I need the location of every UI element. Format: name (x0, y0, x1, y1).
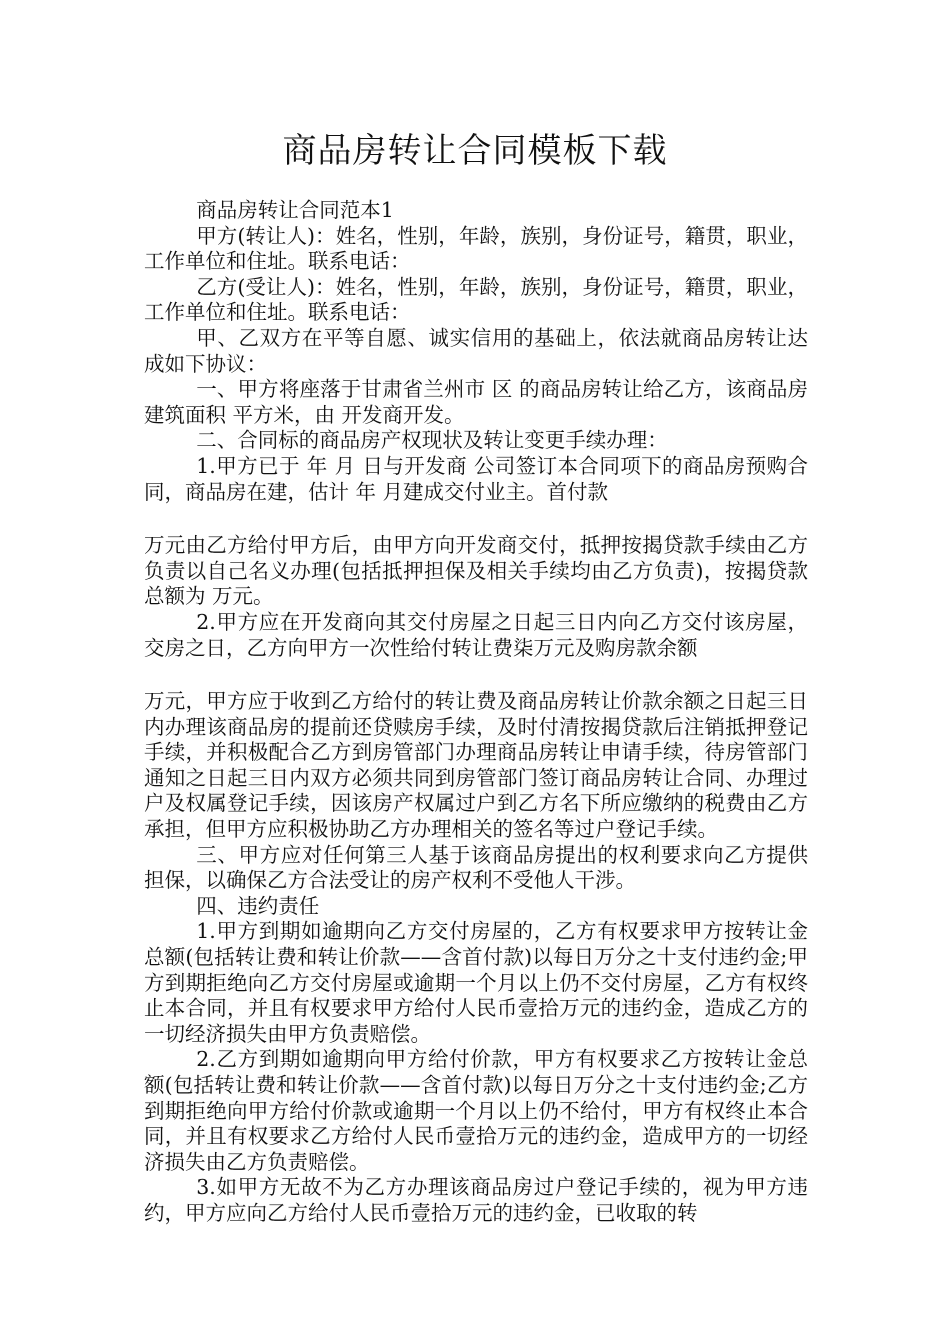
paragraph-p15: 3.如甲方无故不为乙方办理该商品房过户登记手续的，视为甲方违约，甲方应向乙方给付人民币壹拾万元的违约金，已收取的转 (144, 1175, 808, 1225)
paragraph-p10: 万元，甲方应于收到乙方给付的转让费及商品房转让价款余额之日起三日内办理该商品房的提前还贷赎房手续，及时付清按揭贷款后注销抵押登记手续，并积极配合乙方到房管部门办理商品房转让申请手续，待房管部门通知之日起三日内双方必须共同到房管部门签订商品房转让合同、办理过户及权属登记手续，因该房产权属过户到乙方名下所应缴纳的税费由乙方承担，但甲方应积极协助乙方办理相关的签名等过户登记手续。 (144, 689, 808, 842)
paragraph-p05: 一、甲方将座落于甘肃省兰州市 区 的商品房转让给乙方，该商品房建筑面积 平方米，由 开发商开发。 (144, 377, 808, 427)
paragraph-p04: 甲、乙双方在平等自愿、诚实信用的基础上，依法就商品房转让达成如下协议： (144, 325, 808, 376)
paragraph-p01: 商品房转让合同范本1 (196, 198, 394, 222)
document-title: 商品房转让合同模板下载 (282, 131, 668, 171)
paragraph-gap (144, 661, 808, 689)
paragraph-p02: 甲方(转让人)：姓名，性别，年龄，族别，身份证号，籍贯，职业，工作单位和住址。联系电话： (144, 223, 808, 274)
paragraph-p08: 万元由乙方给付甲方后，由甲方向开发商交付，抵押按揭贷款手续由乙方负责以自己名义办理(包括抵押担保及相关手续均由乙方负责)，按揭贷款总额为 万元。 (144, 533, 808, 609)
paragraph-p03: 乙方(受让人)：姓名，性别，年龄，族别，身份证号，籍贯，职业，工作单位和住址。联系电话： (144, 274, 808, 325)
paragraph-p11: 三、甲方应对任何第三人基于该商品房提出的权利要求向乙方提供担保，以确保乙方合法受让的房产权利不受他人干涉。 (144, 842, 808, 893)
paragraph-gap (144, 505, 808, 533)
paragraph-p12: 四、违约责任 (196, 893, 320, 918)
paragraph-p14: 2.乙方到期如逾期向甲方给付价款，甲方有权要求乙方按转让金总额(包括转让费和转让价款——含首付款)以每日万分之十支付违约金;乙方到期拒绝向甲方给付价款或逾期一个月以上仍不给付，甲方有权终止本合同，并且有权要求乙方给付人民币壹拾万元的违约金，造成甲方的一切经济损失由乙方负责赔偿。 (144, 1047, 808, 1174)
document-body (144, 198, 808, 1227)
paragraph-p13: 1.甲方到期如逾期向乙方交付房屋的，乙方有权要求甲方按转让金总额(包括转让费和转让价款——含首付款)以每日万分之十支付违约金;甲方到期拒绝向乙方交付房屋或逾期一个月以上仍不交付房屋，乙方有权终止本合同，并且有权要求甲方给付人民币壹拾万元的违约金，造成乙方的一切经济损失由甲方负责赔偿。 (144, 919, 808, 1046)
paragraph-p09: 2.甲方应在开发商向其交付房屋之日起三日内向乙方交付该房屋，交房之日，乙方向甲方一次性给付转让费柒万元及购房款余额 (144, 609, 808, 660)
paragraph-p07: 1.甲方已于 年 月 日与开发商 公司签订本合同项下的商品房预购合同，商品房在建，估计 年 月建成交付业主。首付款 (144, 453, 808, 504)
paragraph-p06: 二、合同标的商品房产权现状及转让变更手续办理： (196, 428, 668, 453)
